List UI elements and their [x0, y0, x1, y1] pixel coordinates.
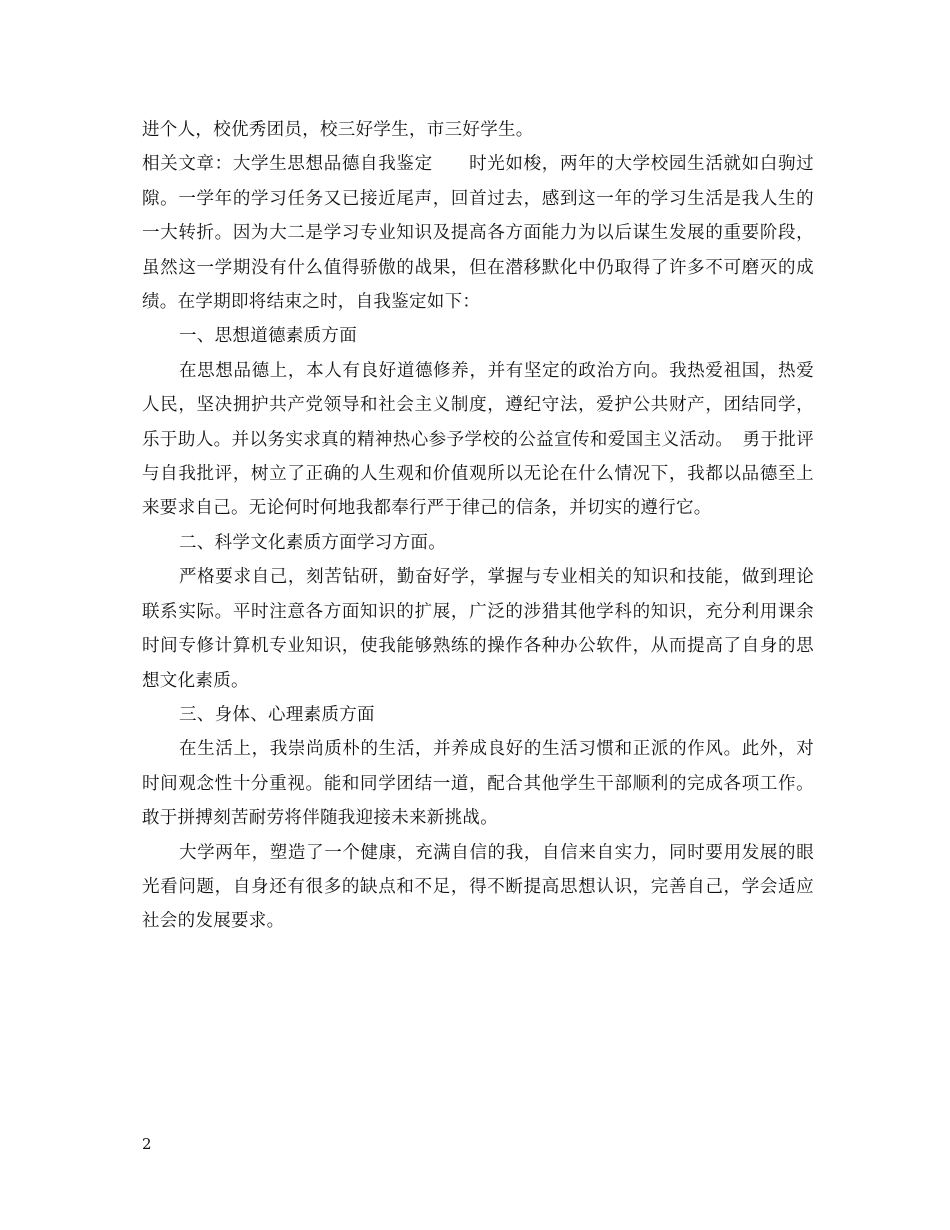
paragraph-moral: 在思想品德上，本人有良好道德修养，并有坚定的政治方向。我热爱祖国，热爱人民，坚决拥护共产党领导和社会主义制度，遵纪守法，爱护公共财产，团结同学，乐于助人。并以务实求真的精神热心参予学校的公益宣传和爱国主义活动。 勇于批评与自我批评，树立了正确的人生观和价值观所以无论在什么情况下，我都以品德至上来要求自己。无论何时何地我都奉行严于律己的信条，并切实的遵行它。 — [142, 360, 814, 519]
paragraph-related-article: 相关文章：大学生思想品德自我鉴定 时光如梭，两年的大学校园生活就如白驹过隙。一学年的学习任务又已接近尾声，回首过去，感到这一年的学习生活是我人生的一大转折。因为大二是学习专业知识及提高各方面能力为以后谋生发展的重要阶段，虽然这一学期没有什么值得骄傲的战果，但在潜移默化中仍取得了许多不可磨灭的成绩。在学期即将结束之时，自我鉴定如下： — [142, 154, 814, 313]
page-number: 2 — [142, 1135, 152, 1153]
section-heading-science: 二、科学文化素质方面学习方面。 — [179, 532, 446, 553]
section-heading-moral: 一、思想道德素质方面 — [179, 326, 357, 347]
section-heading-physical: 三、身体、心理素质方面 — [179, 704, 375, 725]
paragraph-continuation: 进个人，校优秀团员，校三好学生，市三好学生。 — [142, 120, 534, 140]
paragraph-science: 严格要求自己，刻苦钻研，勤奋好学，掌握与专业相关的知识和技能，做到理论联系实际。平时注意各方面知识的扩展，广泛的涉猎其他学科的知识，充分利用课余时间专修计算机专业知识，使我能够熟练的操作各种办公软件，从而提高了自身的思想文化素质。 — [142, 567, 814, 691]
paragraph-conclusion: 大学两年，塑造了一个健康，充满自信的我，自信来自实力，同时要用发展的眼光看问题，自身还有很多的缺点和不足，得不断提高思想认识，完善自己，学会适应社会的发展要求。 — [142, 842, 814, 932]
document-body — [142, 113, 814, 939]
paragraph-physical: 在生活上，我崇尚质朴的生活，并养成良好的生活习惯和正派的作风。此外，对时间观念性十分重视。能和同学团结一道，配合其他学生干部顺利的完成各项工作。敢于拼搏刻苦耐劳将伴随我迎接未来新挑战。 — [142, 739, 814, 829]
